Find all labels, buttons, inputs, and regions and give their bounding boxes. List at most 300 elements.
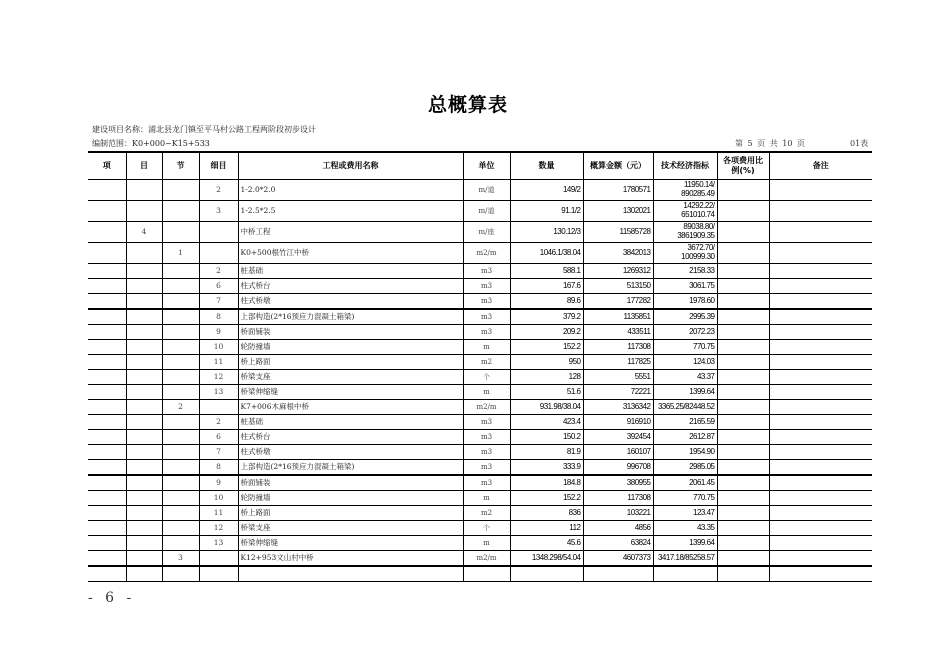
cell-name: 桥面铺装 <box>238 475 463 491</box>
header-tech-index: 技术经济指标 <box>653 152 717 180</box>
cell-ximu: 9 <box>199 325 238 340</box>
cell-quantity: 130.12/3 <box>510 222 583 243</box>
cell-quantity: 423.4 <box>510 415 583 430</box>
cell-mu <box>126 279 162 294</box>
cell-jie <box>162 506 199 521</box>
table-row <box>88 430 872 445</box>
cell-mu <box>126 506 162 521</box>
cell-quantity: 152.2 <box>510 340 583 355</box>
cell-mu <box>126 309 162 325</box>
table-row <box>88 355 872 370</box>
tech-index-line1: 14292.22/ <box>683 201 715 210</box>
cell-ratio <box>717 222 769 243</box>
cell-unit: 个 <box>463 370 510 385</box>
cell-quantity: 81.9 <box>510 445 583 460</box>
cell-xiang <box>88 430 126 445</box>
cell-ximu: 6 <box>199 279 238 294</box>
cell-jie <box>162 475 199 491</box>
page-info: 第 5 页 共 10 页 <box>735 139 805 148</box>
cell-ratio <box>717 491 769 506</box>
header-quantity: 数量 <box>510 152 583 180</box>
form-number: 01表 <box>850 139 869 148</box>
cell-ximu: 12 <box>199 370 238 385</box>
table-row <box>88 491 872 506</box>
table-row <box>88 415 872 430</box>
cell-xiang <box>88 294 126 310</box>
cell-amount: 117825 <box>583 355 653 370</box>
table-row <box>88 445 872 460</box>
tech-index-line1: 2165.59 <box>689 417 715 426</box>
cell-xiang <box>88 201 126 222</box>
cell-jie <box>162 536 199 551</box>
table-row <box>88 521 872 536</box>
tech-index-line2: 651010.74 <box>681 210 715 219</box>
cell-jie <box>162 370 199 385</box>
cell-quantity: 588.1 <box>510 264 583 279</box>
cell-jie <box>162 309 199 325</box>
cell-note <box>769 566 872 582</box>
cell-quantity: 184.8 <box>510 475 583 491</box>
cell-tech-index <box>653 430 717 445</box>
cell-note <box>769 491 872 506</box>
cell-jie <box>162 430 199 445</box>
cell-quantity: 51.6 <box>510 385 583 400</box>
cell-name: K7+006木麻根中桥 <box>238 400 463 415</box>
tech-index-line2: 3861909.35 <box>677 231 715 240</box>
cell-note <box>769 370 872 385</box>
cell-tech-index <box>653 279 717 294</box>
tech-index-line1: 2985.05 <box>689 462 715 471</box>
cell-jie <box>162 279 199 294</box>
cell-ximu: 7 <box>199 445 238 460</box>
cell-amount: 11585728 <box>583 222 653 243</box>
cell-unit: m3 <box>463 460 510 476</box>
tech-index-line1: 770.75 <box>693 493 715 502</box>
cell-unit: m/座 <box>463 222 510 243</box>
cell-tech-index <box>653 264 717 279</box>
tech-index-line1: 2072.23 <box>689 327 715 336</box>
table-row <box>88 222 872 243</box>
cell-ratio <box>717 536 769 551</box>
cell-mu <box>126 475 162 491</box>
cell-ratio <box>717 506 769 521</box>
cell-amount: 392454 <box>583 430 653 445</box>
scope-range: 编制范围：K0+000~K15+533 <box>92 139 210 148</box>
cell-mu <box>126 521 162 536</box>
tech-index-line1: 43.37 <box>696 372 715 381</box>
cell-amount: 117308 <box>583 491 653 506</box>
cell-unit: m3 <box>463 445 510 460</box>
cell-mu <box>126 460 162 476</box>
cell-ximu: 11 <box>199 506 238 521</box>
cell-ratio <box>717 325 769 340</box>
cell-amount: 72221 <box>583 385 653 400</box>
cell-unit: m/道 <box>463 180 510 201</box>
header-amount: 概算金额（元） <box>583 152 653 180</box>
header-unit: 单位 <box>463 152 510 180</box>
cell-tech-index <box>653 400 717 415</box>
cell-ximu: 7 <box>199 294 238 310</box>
cell-ximu: 8 <box>199 309 238 325</box>
cell-name: 上部构造(2*16预应力混凝土箱梁) <box>238 460 463 476</box>
cell-jie <box>162 566 199 582</box>
table-row <box>88 243 872 264</box>
cell-ximu <box>199 551 238 567</box>
table-row <box>88 566 872 582</box>
cell-ratio <box>717 400 769 415</box>
cell-jie <box>162 355 199 370</box>
cell-ximu <box>199 400 238 415</box>
cell-xiang <box>88 279 126 294</box>
cell-note <box>769 222 872 243</box>
cell-tech-index <box>653 415 717 430</box>
cell-amount: 4607373 <box>583 551 653 567</box>
cell-name: 桩基础 <box>238 264 463 279</box>
cell-tech-index <box>653 536 717 551</box>
tech-index-line1: 2995.39 <box>689 312 715 321</box>
cell-xiang <box>88 566 126 582</box>
cell-ximu <box>199 222 238 243</box>
cell-ratio <box>717 309 769 325</box>
cell-quantity: 1046.1/38.04 <box>510 243 583 264</box>
cell-quantity: 89.6 <box>510 294 583 310</box>
cell-name: 桥上路面 <box>238 506 463 521</box>
cell-unit: m3 <box>463 294 510 310</box>
cell-mu <box>126 385 162 400</box>
cell-note <box>769 325 872 340</box>
cell-note <box>769 536 872 551</box>
tech-index-line1: 770.75 <box>693 342 715 351</box>
cell-jie <box>162 340 199 355</box>
cell-name: 上部构造(2*16预应力混凝土箱梁) <box>238 309 463 325</box>
cell-amount: 513150 <box>583 279 653 294</box>
cell-ximu: 13 <box>199 385 238 400</box>
cell-tech-index <box>653 445 717 460</box>
page-number-footer: - 6 - <box>88 590 136 606</box>
cell-tech-index <box>653 551 717 567</box>
tech-index-line1: 123.47 <box>693 508 715 517</box>
cell-quantity: 150.2 <box>510 430 583 445</box>
cell-amount: 1269312 <box>583 264 653 279</box>
cell-xiang <box>88 264 126 279</box>
cell-name: 桥梁伸缩缝 <box>238 385 463 400</box>
cell-quantity: 91.1/2 <box>510 201 583 222</box>
cell-jie <box>162 460 199 476</box>
cell-xiang <box>88 355 126 370</box>
cell-jie <box>162 294 199 310</box>
cell-jie <box>162 385 199 400</box>
cell-note <box>769 521 872 536</box>
cell-tech-index <box>653 370 717 385</box>
table-row <box>88 340 872 355</box>
table-row <box>88 460 872 476</box>
cell-note <box>769 506 872 521</box>
cell-mu <box>126 415 162 430</box>
cell-tech-index <box>653 222 717 243</box>
cell-ratio <box>717 279 769 294</box>
cell-ximu: 6 <box>199 430 238 445</box>
cell-unit: m3 <box>463 475 510 491</box>
cell-ratio <box>717 294 769 310</box>
cell-unit: m <box>463 385 510 400</box>
cell-ratio <box>717 430 769 445</box>
header-mu: 目 <box>126 152 162 180</box>
cell-amount: 1780571 <box>583 180 653 201</box>
table-header-row <box>88 152 872 180</box>
cell-tech-index <box>653 566 717 582</box>
cell-unit <box>463 566 510 582</box>
tech-index-line1: 1399.64 <box>689 387 715 396</box>
cell-tech-index <box>653 294 717 310</box>
cell-ratio <box>717 521 769 536</box>
cell-ximu: 12 <box>199 521 238 536</box>
cell-name: 桥梁伸缩缝 <box>238 536 463 551</box>
cell-note <box>769 309 872 325</box>
cell-jie <box>162 222 199 243</box>
cell-ratio <box>717 566 769 582</box>
cell-quantity: 379.2 <box>510 309 583 325</box>
cell-quantity: 836 <box>510 506 583 521</box>
cell-unit: m3 <box>463 264 510 279</box>
cell-amount <box>583 566 653 582</box>
cell-note <box>769 355 872 370</box>
cell-note <box>769 340 872 355</box>
cell-ratio <box>717 445 769 460</box>
tech-index-line1: 89038.80/ <box>683 222 715 231</box>
cell-mu <box>126 445 162 460</box>
cell-unit: m2 <box>463 355 510 370</box>
table-row <box>88 400 872 415</box>
cell-mu <box>126 264 162 279</box>
cell-note <box>769 279 872 294</box>
cell-tech-index <box>653 491 717 506</box>
cell-tech-index <box>653 521 717 536</box>
cell-ximu: 11 <box>199 355 238 370</box>
cell-mu <box>126 551 162 567</box>
cell-amount: 103221 <box>583 506 653 521</box>
tech-index-line1: 2158.33 <box>689 266 715 275</box>
cell-xiang <box>88 385 126 400</box>
table-row <box>88 279 872 294</box>
cell-quantity: 1348.298/54.04 <box>510 551 583 567</box>
cell-note <box>769 475 872 491</box>
tech-index-line2: 100999.30 <box>681 252 715 261</box>
cell-xiang <box>88 445 126 460</box>
cell-jie <box>162 445 199 460</box>
cell-tech-index <box>653 385 717 400</box>
cell-amount: 380955 <box>583 475 653 491</box>
header-jie: 节 <box>162 152 199 180</box>
cell-amount: 5551 <box>583 370 653 385</box>
cell-xiang <box>88 243 126 264</box>
cell-unit: m/道 <box>463 201 510 222</box>
cell-xiang <box>88 400 126 415</box>
cell-unit: m <box>463 491 510 506</box>
cell-tech-index <box>653 340 717 355</box>
table-row <box>88 201 872 222</box>
cell-tech-index <box>653 243 717 264</box>
cell-jie <box>162 415 199 430</box>
cell-amount: 1302021 <box>583 201 653 222</box>
cell-ratio <box>717 370 769 385</box>
cell-unit: m <box>463 340 510 355</box>
tech-index-line1: 2612.87 <box>689 432 715 441</box>
table-row <box>88 180 872 201</box>
table-row <box>88 385 872 400</box>
tech-index-line1: 1399.64 <box>689 538 715 547</box>
cell-xiang <box>88 521 126 536</box>
cell-name: 轮防撞墙 <box>238 340 463 355</box>
cell-mu <box>126 294 162 310</box>
tech-index-line1: 124.03 <box>693 357 715 366</box>
cell-xiang <box>88 506 126 521</box>
tech-index-line1: 1978.60 <box>689 296 715 305</box>
cell-ratio <box>717 340 769 355</box>
cell-mu <box>126 370 162 385</box>
cell-amount: 1135851 <box>583 309 653 325</box>
cell-tech-index <box>653 180 717 201</box>
cell-xiang <box>88 370 126 385</box>
cell-note <box>769 243 872 264</box>
cell-mu <box>126 201 162 222</box>
cell-mu <box>126 491 162 506</box>
cell-amount: 916910 <box>583 415 653 430</box>
page-title: 总概算表 <box>427 94 508 116</box>
header-xiang: 项 <box>88 152 126 180</box>
table-row <box>88 325 872 340</box>
cell-xiang <box>88 551 126 567</box>
cell-name <box>238 566 463 582</box>
cell-unit: m3 <box>463 309 510 325</box>
cell-unit: m2 <box>463 506 510 521</box>
cell-name: K0+500根竹江中桥 <box>238 243 463 264</box>
cell-jie <box>162 491 199 506</box>
cell-mu: 4 <box>126 222 162 243</box>
cell-name: 柱式桥墩 <box>238 445 463 460</box>
cell-mu <box>126 355 162 370</box>
cell-amount: 3842013 <box>583 243 653 264</box>
table-row <box>88 506 872 521</box>
cell-unit: m2/m <box>463 551 510 567</box>
tech-index-line1: 3365.25/82448.52 <box>657 402 715 411</box>
cell-ratio <box>717 460 769 476</box>
cell-name: K12+953文山村中桥 <box>238 551 463 567</box>
cell-jie <box>162 264 199 279</box>
cell-xiang <box>88 536 126 551</box>
cell-quantity: 152.2 <box>510 491 583 506</box>
header-note: 备注 <box>769 152 872 180</box>
tech-index-line1: 3061.75 <box>689 281 715 290</box>
cell-mu <box>126 400 162 415</box>
cell-xiang <box>88 180 126 201</box>
cell-quantity: 209.2 <box>510 325 583 340</box>
cell-note <box>769 180 872 201</box>
cell-mu <box>126 566 162 582</box>
cell-tech-index <box>653 355 717 370</box>
cell-ratio <box>717 264 769 279</box>
cell-tech-index <box>653 506 717 521</box>
cell-amount: 117308 <box>583 340 653 355</box>
cell-name: 柱式桥台 <box>238 430 463 445</box>
cell-jie: 2 <box>162 400 199 415</box>
tech-index-line1: 43.35 <box>696 523 715 532</box>
project-name: 建设项目名称：浦北县龙门镇至平马村公路工程两阶段初步设计 <box>92 125 316 134</box>
cell-quantity: 45.6 <box>510 536 583 551</box>
cell-ratio <box>717 385 769 400</box>
cell-jie <box>162 180 199 201</box>
tech-index-line1: 3417.18/85258.57 <box>657 553 715 562</box>
cell-ximu: 2 <box>199 264 238 279</box>
cell-quantity: 950 <box>510 355 583 370</box>
table-row <box>88 294 872 310</box>
cell-ximu: 8 <box>199 460 238 476</box>
table-row <box>88 475 872 491</box>
cell-quantity: 112 <box>510 521 583 536</box>
cell-note <box>769 264 872 279</box>
tech-index-line1: 2061.45 <box>689 478 715 487</box>
cell-name: 桥梁支座 <box>238 521 463 536</box>
cell-xiang <box>88 460 126 476</box>
cell-tech-index <box>653 460 717 476</box>
cell-jie: 3 <box>162 551 199 567</box>
tech-index-line1: 3672.70/ <box>687 243 715 252</box>
cell-mu <box>126 340 162 355</box>
cell-amount: 996708 <box>583 460 653 476</box>
cell-ratio <box>717 355 769 370</box>
table-row <box>88 536 872 551</box>
cell-note <box>769 385 872 400</box>
cell-unit: m3 <box>463 325 510 340</box>
cell-ximu: 2 <box>199 180 238 201</box>
cell-ximu: 9 <box>199 475 238 491</box>
cell-unit: m3 <box>463 415 510 430</box>
table-row <box>88 370 872 385</box>
header-ratio: 各项费用比例(%) <box>717 152 769 180</box>
cell-mu <box>126 430 162 445</box>
cell-name: 柱式桥墩 <box>238 294 463 310</box>
cell-note <box>769 430 872 445</box>
cell-ximu: 10 <box>199 491 238 506</box>
cell-amount: 63824 <box>583 536 653 551</box>
cell-jie: 1 <box>162 243 199 264</box>
cell-ratio <box>717 180 769 201</box>
cell-ratio <box>717 201 769 222</box>
cell-quantity: 931.98/38.04 <box>510 400 583 415</box>
cell-quantity: 333.9 <box>510 460 583 476</box>
cell-ximu <box>199 243 238 264</box>
header-name: 工程或费用名称 <box>238 152 463 180</box>
cell-mu <box>126 536 162 551</box>
cell-amount: 4856 <box>583 521 653 536</box>
cell-unit: m3 <box>463 279 510 294</box>
cell-mu <box>126 325 162 340</box>
cell-name: 桥梁支座 <box>238 370 463 385</box>
cell-name: 桥面铺装 <box>238 325 463 340</box>
cell-amount: 3136342 <box>583 400 653 415</box>
cell-amount: 160107 <box>583 445 653 460</box>
cell-unit: m3 <box>463 430 510 445</box>
cell-ratio <box>717 415 769 430</box>
cell-ximu: 10 <box>199 340 238 355</box>
tech-index-line1: 11950.14/ <box>684 180 715 189</box>
cell-amount: 177282 <box>583 294 653 310</box>
cell-name: 1-2.0*2.0 <box>238 180 463 201</box>
cell-note <box>769 445 872 460</box>
cell-mu <box>126 243 162 264</box>
tech-index-line1: 1954.90 <box>689 447 715 456</box>
cell-ximu: 3 <box>199 201 238 222</box>
cell-xiang <box>88 309 126 325</box>
